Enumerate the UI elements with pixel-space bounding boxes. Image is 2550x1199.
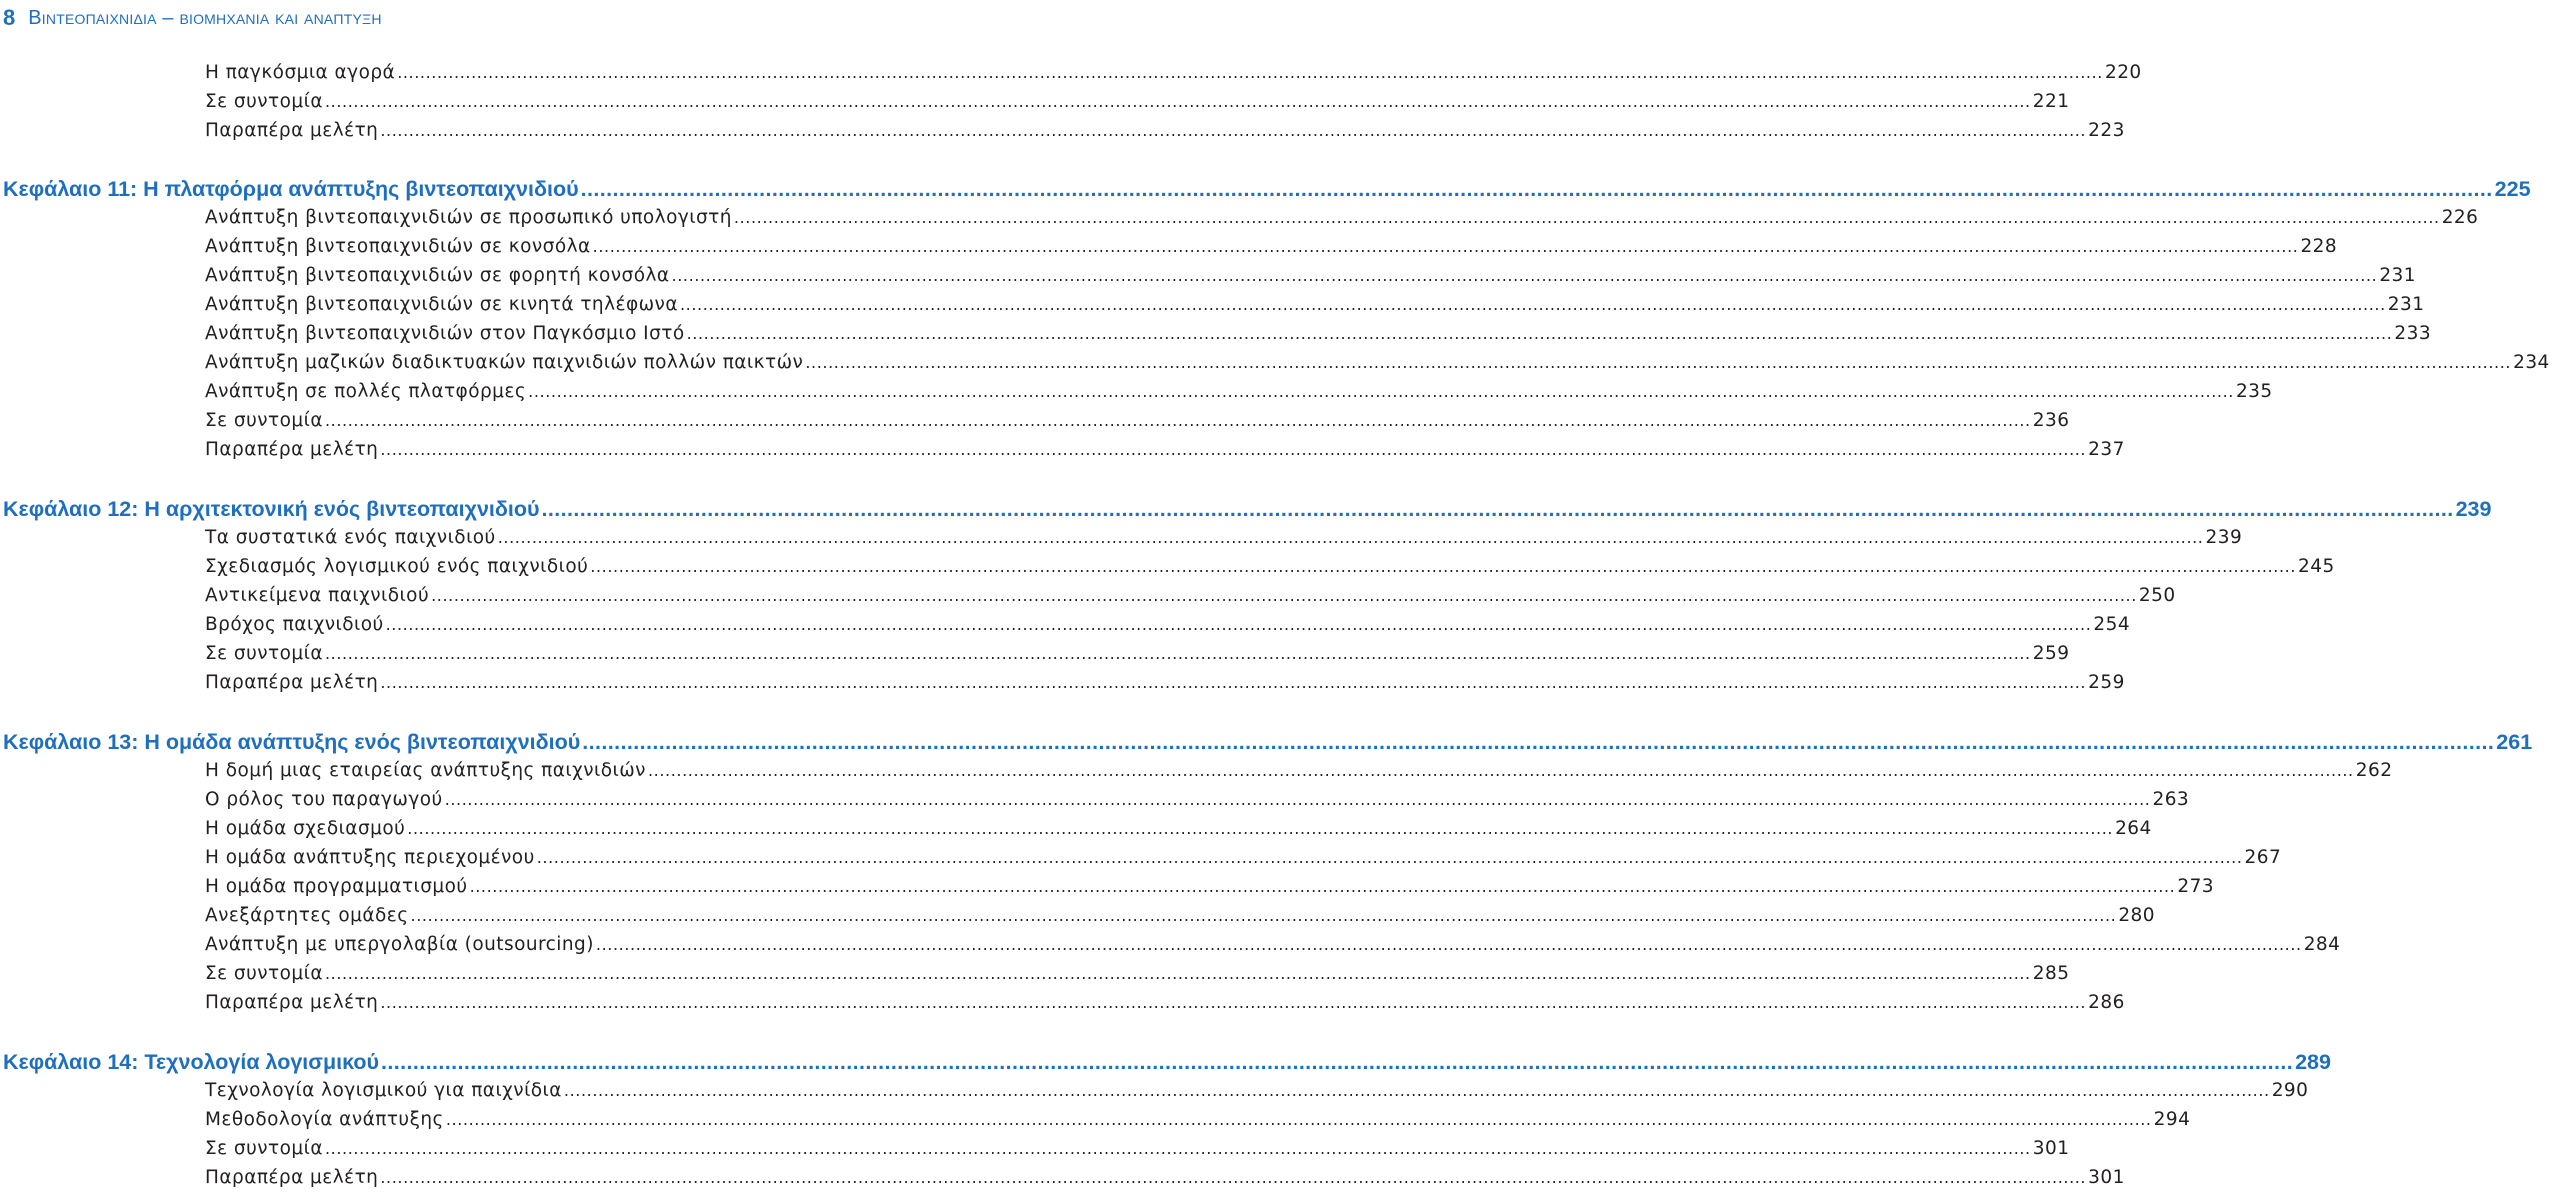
toc-entry	[205, 1080, 2309, 1110]
toc-chapter-heading	[3, 497, 2492, 529]
toc-entry	[205, 876, 2215, 906]
toc-entry	[205, 410, 2070, 440]
toc-entry	[205, 1109, 2191, 1139]
dot-leader: ............................................................................................................................................................................................................................................................................................................	[410, 906, 2117, 925]
dot-leader: ............................................................................................................................................................................................................................................................................................................	[397, 63, 2103, 82]
toc-entry	[205, 1138, 2070, 1168]
toc-entry-title: Τα συστατικά ενός παιχνιδιού	[205, 527, 496, 548]
toc-entry	[205, 760, 2393, 790]
toc-entry-page: 294	[2153, 1109, 2191, 1130]
dot-leader: ............................................................................................................................................................................................................................................................................................................	[528, 382, 2234, 401]
toc-entry-page: 220	[2104, 62, 2142, 83]
toc-entry-page: 236	[2032, 410, 2070, 431]
dot-leader: ............................................................................................................................................................................................................................................................................................................	[385, 615, 2092, 634]
toc-entry-page: 301	[2032, 1138, 2070, 1159]
toc-entry	[205, 439, 2125, 469]
dot-leader: ............................................................................................................................................................................................................................................................................................................	[541, 497, 2454, 521]
toc-entry-title: Παραπέρα μελέτη	[205, 992, 379, 1013]
dot-leader: ............................................................................................................................................................................................................................................................................................................	[580, 177, 2493, 201]
dot-leader: ............................................................................................................................................................................................................................................................................................................	[380, 673, 2087, 692]
toc-entry-title: Ανάπτυξη βιντεοπαιχνιδιών στον Παγκόσμιο Ιστό	[205, 323, 685, 344]
dot-leader: ............................................................................................................................................................................................................................................................................................................	[407, 819, 2114, 838]
dot-leader: ............................................................................................................................................................................................................................................................................................................	[469, 877, 2176, 896]
toc-entry-title: Σε συντομία	[205, 91, 323, 112]
toc-entry	[205, 672, 2125, 702]
toc-entry-title: Ανάπτυξη βιντεοπαιχνιδιών σε κονσόλα	[205, 236, 591, 257]
toc-entry-title: Παραπέρα μελέτη	[205, 120, 379, 141]
toc-entry-page: 226	[2441, 207, 2479, 228]
toc-entry-title: Ανάπτυξη σε πολλές πλατφόρμες	[205, 381, 527, 402]
toc-entry-page: 254	[2093, 614, 2131, 635]
toc-entry-page: 284	[2303, 934, 2341, 955]
toc-entry-page: 273	[2177, 876, 2215, 897]
toc-chapter-heading	[3, 1050, 2331, 1082]
toc-entry-page: 263	[2152, 789, 2190, 810]
dot-leader: ............................................................................................................................................................................................................................................................................................................	[431, 586, 2137, 605]
toc-entry	[205, 992, 2125, 1022]
toc-entry	[205, 963, 2070, 993]
dot-leader: ............................................................................................................................................................................................................................................................................................................	[582, 730, 2495, 754]
toc-entry-page: 259	[2088, 672, 2125, 693]
toc-entry-page: 286	[2088, 992, 2125, 1013]
dot-leader: ............................................................................................................................................................................................................................................................................................................	[595, 935, 2302, 954]
toc-entry-page: 231	[2379, 265, 2416, 286]
toc-entry-page: 235	[2235, 381, 2273, 402]
dot-leader: ............................................................................................................................................................................................................................................................................................................	[686, 324, 2393, 343]
toc-entry	[205, 381, 2273, 411]
dot-leader: ............................................................................................................................................................................................................................................................................................................	[380, 440, 2087, 459]
toc-chapter-page: 225	[2494, 177, 2531, 201]
dot-leader: ............................................................................................................................................................................................................................................................................................................	[444, 790, 2151, 809]
toc-entry-title: Ανεξάρτητες ομάδες	[205, 905, 409, 926]
toc-entry-title: Παραπέρα μελέτη	[205, 672, 379, 693]
toc-entry	[205, 120, 2125, 150]
running-title: Βιντεοπαιχνιδια – βιομηχανια και αναπτυξη	[28, 6, 382, 29]
toc-entry-page: 280	[2118, 905, 2155, 926]
toc-entry-title: Ανάπτυξη με υπεργολαβία (outsourcing)	[205, 934, 594, 955]
toc-chapter-heading	[3, 730, 2533, 762]
toc-entry-page: 233	[2394, 323, 2432, 344]
toc-entry	[205, 643, 2070, 673]
toc-chapter-page: 289	[2295, 1050, 2331, 1074]
dot-leader: ............................................................................................................................................................................................................................................................................................................	[445, 1110, 2152, 1129]
toc-entry-page: 250	[2138, 585, 2176, 606]
dot-leader: ............................................................................................................................................................................................................................................................................................................	[497, 528, 2204, 547]
toc-entry-page: 234	[2513, 352, 2550, 373]
toc-entry-page: 264	[2115, 818, 2152, 839]
toc-entry-page: 285	[2032, 963, 2070, 984]
toc-entry-title: Σε συντομία	[205, 643, 323, 664]
toc-entry-title: Η ομάδα προγραμματισμού	[205, 876, 468, 897]
toc-entry-page: 221	[2032, 91, 2070, 112]
toc-entry	[205, 323, 2432, 353]
toc-entry-page: 290	[2271, 1080, 2309, 1101]
toc-entry-page: 237	[2088, 439, 2125, 460]
toc-entry-title: Σχεδιασμός λογισμικού ενός παιχνιδιού	[205, 556, 589, 577]
toc-entry-title: Τεχνολογία λογισμικού για παιχνίδια	[205, 1080, 562, 1101]
page-number: 8	[3, 5, 16, 30]
toc-entry	[205, 527, 2243, 557]
toc-entry-title: Σε συντομία	[205, 410, 323, 431]
dot-leader: ............................................................................................................................................................................................................................................................................................................	[647, 761, 2354, 780]
dot-leader: ............................................................................................................................................................................................................................................................................................................	[381, 1050, 2294, 1074]
toc-entry	[205, 818, 2152, 848]
toc-entry	[205, 62, 2142, 92]
dot-leader: ............................................................................................................................................................................................................................................................................................................	[592, 237, 2299, 256]
dot-leader: ............................................................................................................................................................................................................................................................................................................	[380, 993, 2087, 1012]
toc-entry-title: Σε συντομία	[205, 1138, 323, 1159]
toc-entry-page: 301	[2088, 1167, 2125, 1188]
toc-chapter-title: Κεφάλαιο 13: Η ομάδα ανάπτυξης ενός βιντεοπαιχνιδιού	[3, 730, 581, 754]
toc-entry-title: Ανάπτυξη μαζικών διαδικτυακών παιχνιδιών πολλών παικτών	[205, 352, 804, 373]
toc-entry	[205, 556, 2335, 586]
toc-entry-title: Ανάπτυξη βιντεοπαιχνιδιών σε φορητή κονσόλα	[205, 265, 670, 286]
dot-leader: ............................................................................................................................................................................................................................................................................................................	[536, 848, 2243, 867]
toc-chapter-heading	[3, 177, 2531, 209]
toc-chapter-title: Κεφάλαιο 12: Η αρχιτεκτονική ενός βιντεοπαιχνιδιού	[3, 497, 540, 521]
toc-entry-page: 231	[2387, 294, 2425, 315]
toc-entry-page: 267	[2244, 847, 2282, 868]
toc-entry-title: Ο ρόλος του παραγωγού	[205, 789, 443, 810]
toc-entry	[205, 91, 2070, 121]
toc-entry	[205, 934, 2341, 964]
toc-entry-page: 223	[2088, 120, 2125, 141]
toc-entry	[205, 585, 2176, 615]
dot-leader: ............................................................................................................................................................................................................................................................................................................	[563, 1081, 2270, 1100]
dot-leader: ............................................................................................................................................................................................................................................................................................................	[380, 121, 2087, 140]
toc-entry-page: 262	[2355, 760, 2393, 781]
toc-chapter-title: Κεφάλαιο 14: Τεχνολογία λογισμικού	[3, 1050, 380, 1074]
toc-entry-title: Η ομάδα ανάπτυξης περιεχομένου	[205, 847, 535, 868]
dot-leader: ............................................................................................................................................................................................................................................................................................................	[324, 411, 2031, 430]
dot-leader: ............................................................................................................................................................................................................................................................................................................	[324, 644, 2031, 663]
toc-entry	[205, 614, 2131, 644]
toc-entry-page: 239	[2205, 527, 2243, 548]
toc-entry	[205, 265, 2416, 295]
toc-chapter-page: 239	[2455, 497, 2492, 521]
dot-leader: ............................................................................................................................................................................................................................................................................................................	[324, 1139, 2031, 1158]
dot-leader: ............................................................................................................................................................................................................................................................................................................	[324, 92, 2031, 111]
toc-chapter-title: Κεφάλαιο 11: Η πλατφόρμα ανάπτυξης βιντεοπαιχνιδιού	[3, 177, 579, 201]
toc-chapter-page: 261	[2496, 730, 2533, 754]
toc-entry	[205, 847, 2282, 877]
toc-entry-title: Αντικείμενα παιχνιδιού	[205, 585, 430, 606]
toc-entry-page: 245	[2298, 556, 2335, 577]
toc-entry-title: Παραπέρα μελέτη	[205, 439, 379, 460]
dot-leader: ............................................................................................................................................................................................................................................................................................................	[324, 964, 2031, 983]
toc-entry-title: Μεθοδολογία ανάπτυξης	[205, 1109, 444, 1130]
dot-leader: ............................................................................................................................................................................................................................................................................................................	[590, 557, 2297, 576]
toc-entry-title: Σε συντομία	[205, 963, 323, 984]
toc-entry-title: Παραπέρα μελέτη	[205, 1167, 379, 1188]
dot-leader: ............................................................................................................................................................................................................................................................................................................	[671, 266, 2378, 285]
dot-leader: ............................................................................................................................................................................................................................................................................................................	[805, 353, 2512, 372]
toc-entry-page: 259	[2032, 643, 2070, 664]
toc-entry	[205, 352, 2550, 382]
toc-entry-title: Η ομάδα σχεδιασμού	[205, 818, 406, 839]
toc-entry-title: Η δομή μιας εταιρείας ανάπτυξης παιχνιδιών	[205, 760, 646, 781]
toc-entry	[205, 789, 2190, 819]
toc-entry-title: Ανάπτυξη βιντεοπαιχνιδιών σε προσωπικό υπολογιστή	[205, 207, 732, 228]
toc-entry	[205, 207, 2479, 237]
toc-entry	[205, 294, 2425, 324]
toc-entry-title: Βρόχος παιχνιδιού	[205, 614, 384, 635]
toc-entry	[205, 905, 2155, 935]
dot-leader: ............................................................................................................................................................................................................................................................................................................	[380, 1168, 2087, 1187]
toc-entry-title: Ανάπτυξη βιντεοπαιχνιδιών σε κινητά τηλέφωνα	[205, 294, 678, 315]
toc-entry	[205, 236, 2338, 266]
dot-leader: ............................................................................................................................................................................................................................................................................................................	[733, 208, 2440, 227]
toc-entry-title: Η παγκόσμια αγορά	[205, 62, 396, 83]
toc-entry	[205, 1167, 2125, 1197]
toc-entry-page: 228	[2300, 236, 2338, 257]
page-header	[3, 2, 382, 34]
dot-leader: ............................................................................................................................................................................................................................................................................................................	[679, 295, 2386, 314]
